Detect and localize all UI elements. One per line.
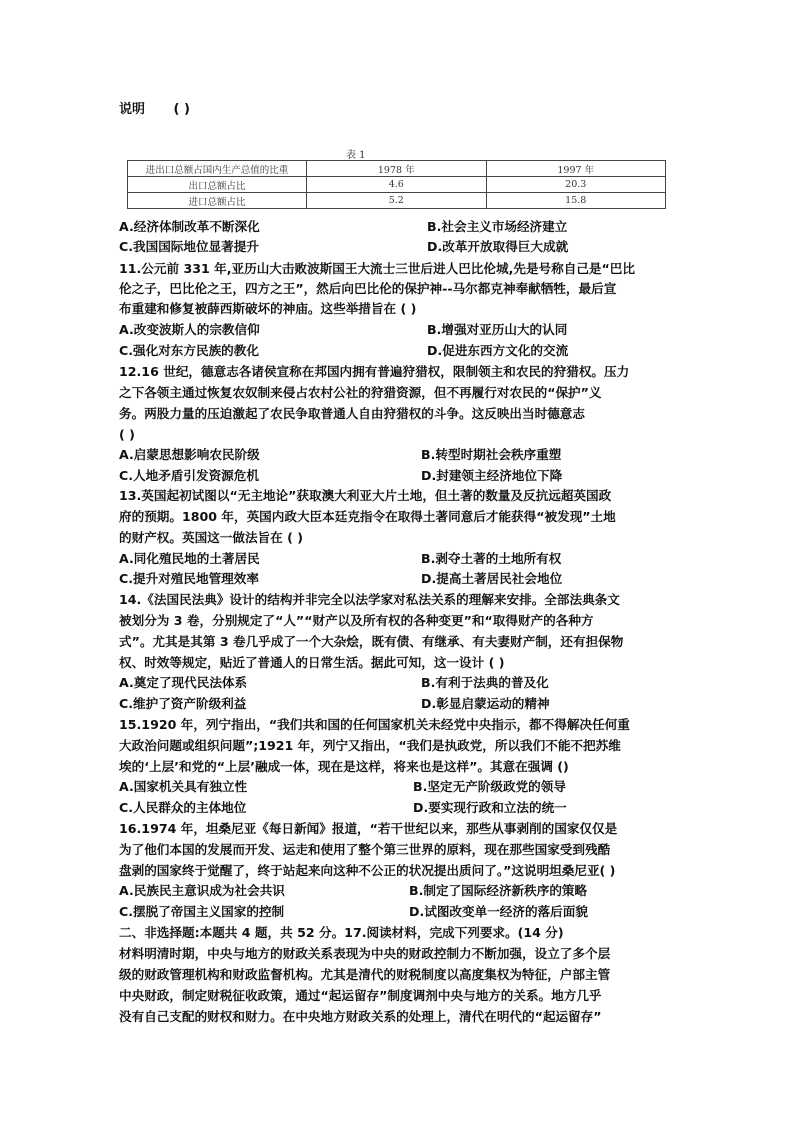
option-a: A.民族民主意识成为社会共识 bbox=[119, 883, 285, 898]
option-d: D.封建领主经济地位下降 bbox=[421, 468, 563, 483]
table-row bbox=[128, 177, 666, 193]
option-c: C.人地矛盾引发资源危机 bbox=[119, 468, 259, 483]
question-11-line: 11.公元前 331 年,亚历山大击败波斯国王大流士三世后进人巴比伦城,先是号称自己是“巴比 bbox=[119, 261, 635, 276]
option-c: C.强化对东方民族的教化 bbox=[119, 343, 259, 358]
question-14-line: 14.《法国民法典》设计的结构并非完全以法学家对私法关系的理解来安排。全部法典条文 bbox=[119, 592, 620, 607]
option-a: A.经济体制改革不断深化 bbox=[119, 219, 260, 234]
table-row bbox=[128, 193, 666, 209]
question-16-line: 为了他们本国的发展而开发、运走和使用了整个第三世界的原料，现在那些国家受到残酷 bbox=[119, 842, 611, 857]
material-line: 级的财政管理机构和财政监督机构。尤其是清代的财税制度以高度集权为特征，户部主管 bbox=[119, 967, 611, 982]
option-c: C.维护了资产阶级利益 bbox=[119, 696, 247, 711]
option-b: B.有利于法典的普及化 bbox=[421, 675, 549, 690]
option-c: C.人民群众的主体地位 bbox=[119, 800, 247, 815]
option-c: C.提升对殖民地管理效率 bbox=[119, 571, 259, 586]
option-a: A.奠定了现代民法体系 bbox=[119, 675, 248, 690]
table-header-row bbox=[128, 161, 666, 177]
table-header-cell: 1978 年 bbox=[307, 161, 487, 177]
question-10-stem bbox=[119, 98, 190, 117]
question-12-line: 务。两股力量的压迫激起了农民争取普通人自由狩猎权的斗争。这反映出当时德意志 bbox=[119, 406, 585, 421]
question-12-line: 之下各领主通过恢复农奴制来侵占农村公社的狩猎资源，但不再履行对农民的“保护”义 bbox=[119, 385, 602, 400]
option-b: B.转型时期社会秩序重塑 bbox=[421, 447, 562, 462]
option-a: A.改变波斯人的宗教信仰 bbox=[119, 322, 260, 337]
question-14-line: 被划分为 3 卷，分别规定了“人”“财产以及所有权的各种变更”和“取得财产的各种方 bbox=[119, 613, 594, 628]
table-header-cell: 进出口总额占国内生产总值的比重 bbox=[128, 161, 307, 177]
material-line: 中央财政，制定财税征收政策，通过“起运留存”制度调剂中央与地方的关系。地方几乎 bbox=[119, 988, 602, 1003]
option-d: D.试图改变单一经济的落后面貌 bbox=[409, 904, 588, 919]
table-cell: 进口总额占比 bbox=[128, 193, 307, 209]
question-12-line: ( ) bbox=[119, 427, 135, 442]
option-a: A.国家机关具有独立性 bbox=[119, 779, 248, 794]
table-cell: 20.3 bbox=[486, 177, 666, 193]
question-13-line: 的财产权。英国这一做法旨在 ( ) bbox=[119, 530, 303, 545]
option-d: D.改革开放取得巨大成就 bbox=[427, 239, 569, 254]
question-13-line: 13.英国起初试图以“无主地论”获取澳大利亚大片土地，但土著的数量及反抗远超英国政 bbox=[119, 488, 612, 503]
question-16-line: 16.1974 年，坦桑尼亚《每日新闻》报道，“若干世纪以来，那些从事剥削的国家仅仅是 bbox=[119, 821, 618, 836]
question-12-line: 12.16 世纪，德意志各诸侯宣称在邦国内拥有普遍狩猎权，限制领主和农民的狩猎权。压力 bbox=[119, 364, 630, 379]
option-d: D.要实现行政和立法的统一 bbox=[413, 800, 567, 815]
option-b: B.制定了国际经济新秩序的策略 bbox=[409, 883, 588, 898]
option-a: A.同化殖民地的土著居民 bbox=[119, 551, 260, 566]
option-b: B.剥夺土著的土地所有权 bbox=[421, 551, 562, 566]
option-a: A.启蒙思想影响农民阶级 bbox=[119, 447, 260, 462]
table-cell: 4.6 bbox=[307, 177, 487, 193]
answer-blank: ( ) bbox=[173, 102, 190, 117]
question-10-text: 说明 bbox=[119, 102, 146, 117]
option-d: D.彰显启蒙运动的精神 bbox=[421, 696, 550, 711]
material-line: 没有自己支配的财权和财力。在中央地方财政关系的处理上，清代在明代的“起运留存” bbox=[119, 1009, 602, 1024]
question-15-line: 大政治问题或组织问题”;1921 年，列宁又指出，“我们是执政党，所以我们不能不把苏维 bbox=[119, 738, 621, 753]
question-11-line: 伦之子，巴比伦之王，四方之王”，然后向巴比伦的保护神--马尔都克神奉献牺牲，最后宣 bbox=[119, 281, 617, 296]
section-2-heading: 二、非选择题:本题共 4 题，共 52 分。17.阅读材料，完成下列要求。(14 分) bbox=[119, 925, 564, 940]
table-caption: 表 1 bbox=[346, 150, 366, 161]
question-15-line: 15.1920 年，列宁指出，“我们共和国的任何国家机关未经党中央指示，都不得解决任何重 bbox=[119, 717, 630, 732]
table-header-cell: 1997 年 bbox=[486, 161, 666, 177]
option-c: C.摆脱了帝国主义国家的控制 bbox=[119, 904, 285, 919]
option-c: C.我国国际地位显著提升 bbox=[119, 239, 259, 254]
option-d: D.提高土著居民社会地位 bbox=[421, 571, 563, 586]
table-cell: 5.2 bbox=[307, 193, 487, 209]
question-11-line: 布重建和修复被薛西斯破坏的神庙。这些举措旨在 ( ) bbox=[119, 301, 417, 316]
question-15-line: 埃的‘上层’和党的“上层’融成一体，现在是这样，将来也是这样”。其意在强调 () bbox=[119, 759, 569, 774]
material-line: 材料明清时期，中央与地方的财政关系表现为中央的财政控制力不断加强，设立了多个层 bbox=[119, 946, 611, 961]
question-14-line: 权、时效等规定，贴近了普通人的日常生活。据此可知，这一设计 ( ) bbox=[119, 655, 505, 670]
option-b: B.坚定无产阶级政党的领导 bbox=[413, 779, 566, 794]
question-14-line: 式”。尤其是其第 3 卷几乎成了一个大杂烩，既有债、有继承、有夫妻财产制，还有担保物 bbox=[119, 634, 624, 649]
trade-ratio-table bbox=[127, 160, 666, 209]
option-b: B.增强对亚历山大的认同 bbox=[427, 322, 568, 337]
option-b: B.社会主义市场经济建立 bbox=[427, 219, 568, 234]
option-d: D.促进东西方文化的交流 bbox=[427, 343, 569, 358]
question-13-line: 府的预期。1800 年，英国内政大臣本廷克指令在取得土著同意后才能获得“被发现”土地 bbox=[119, 509, 616, 524]
question-16-line: 盘剥的国家终于觉醒了，终于站起来向这种不公正的状况提出质问了。”这说明坦桑尼亚( ) bbox=[119, 863, 616, 878]
table-cell: 15.8 bbox=[486, 193, 666, 209]
table-cell: 出口总额占比 bbox=[128, 177, 307, 193]
